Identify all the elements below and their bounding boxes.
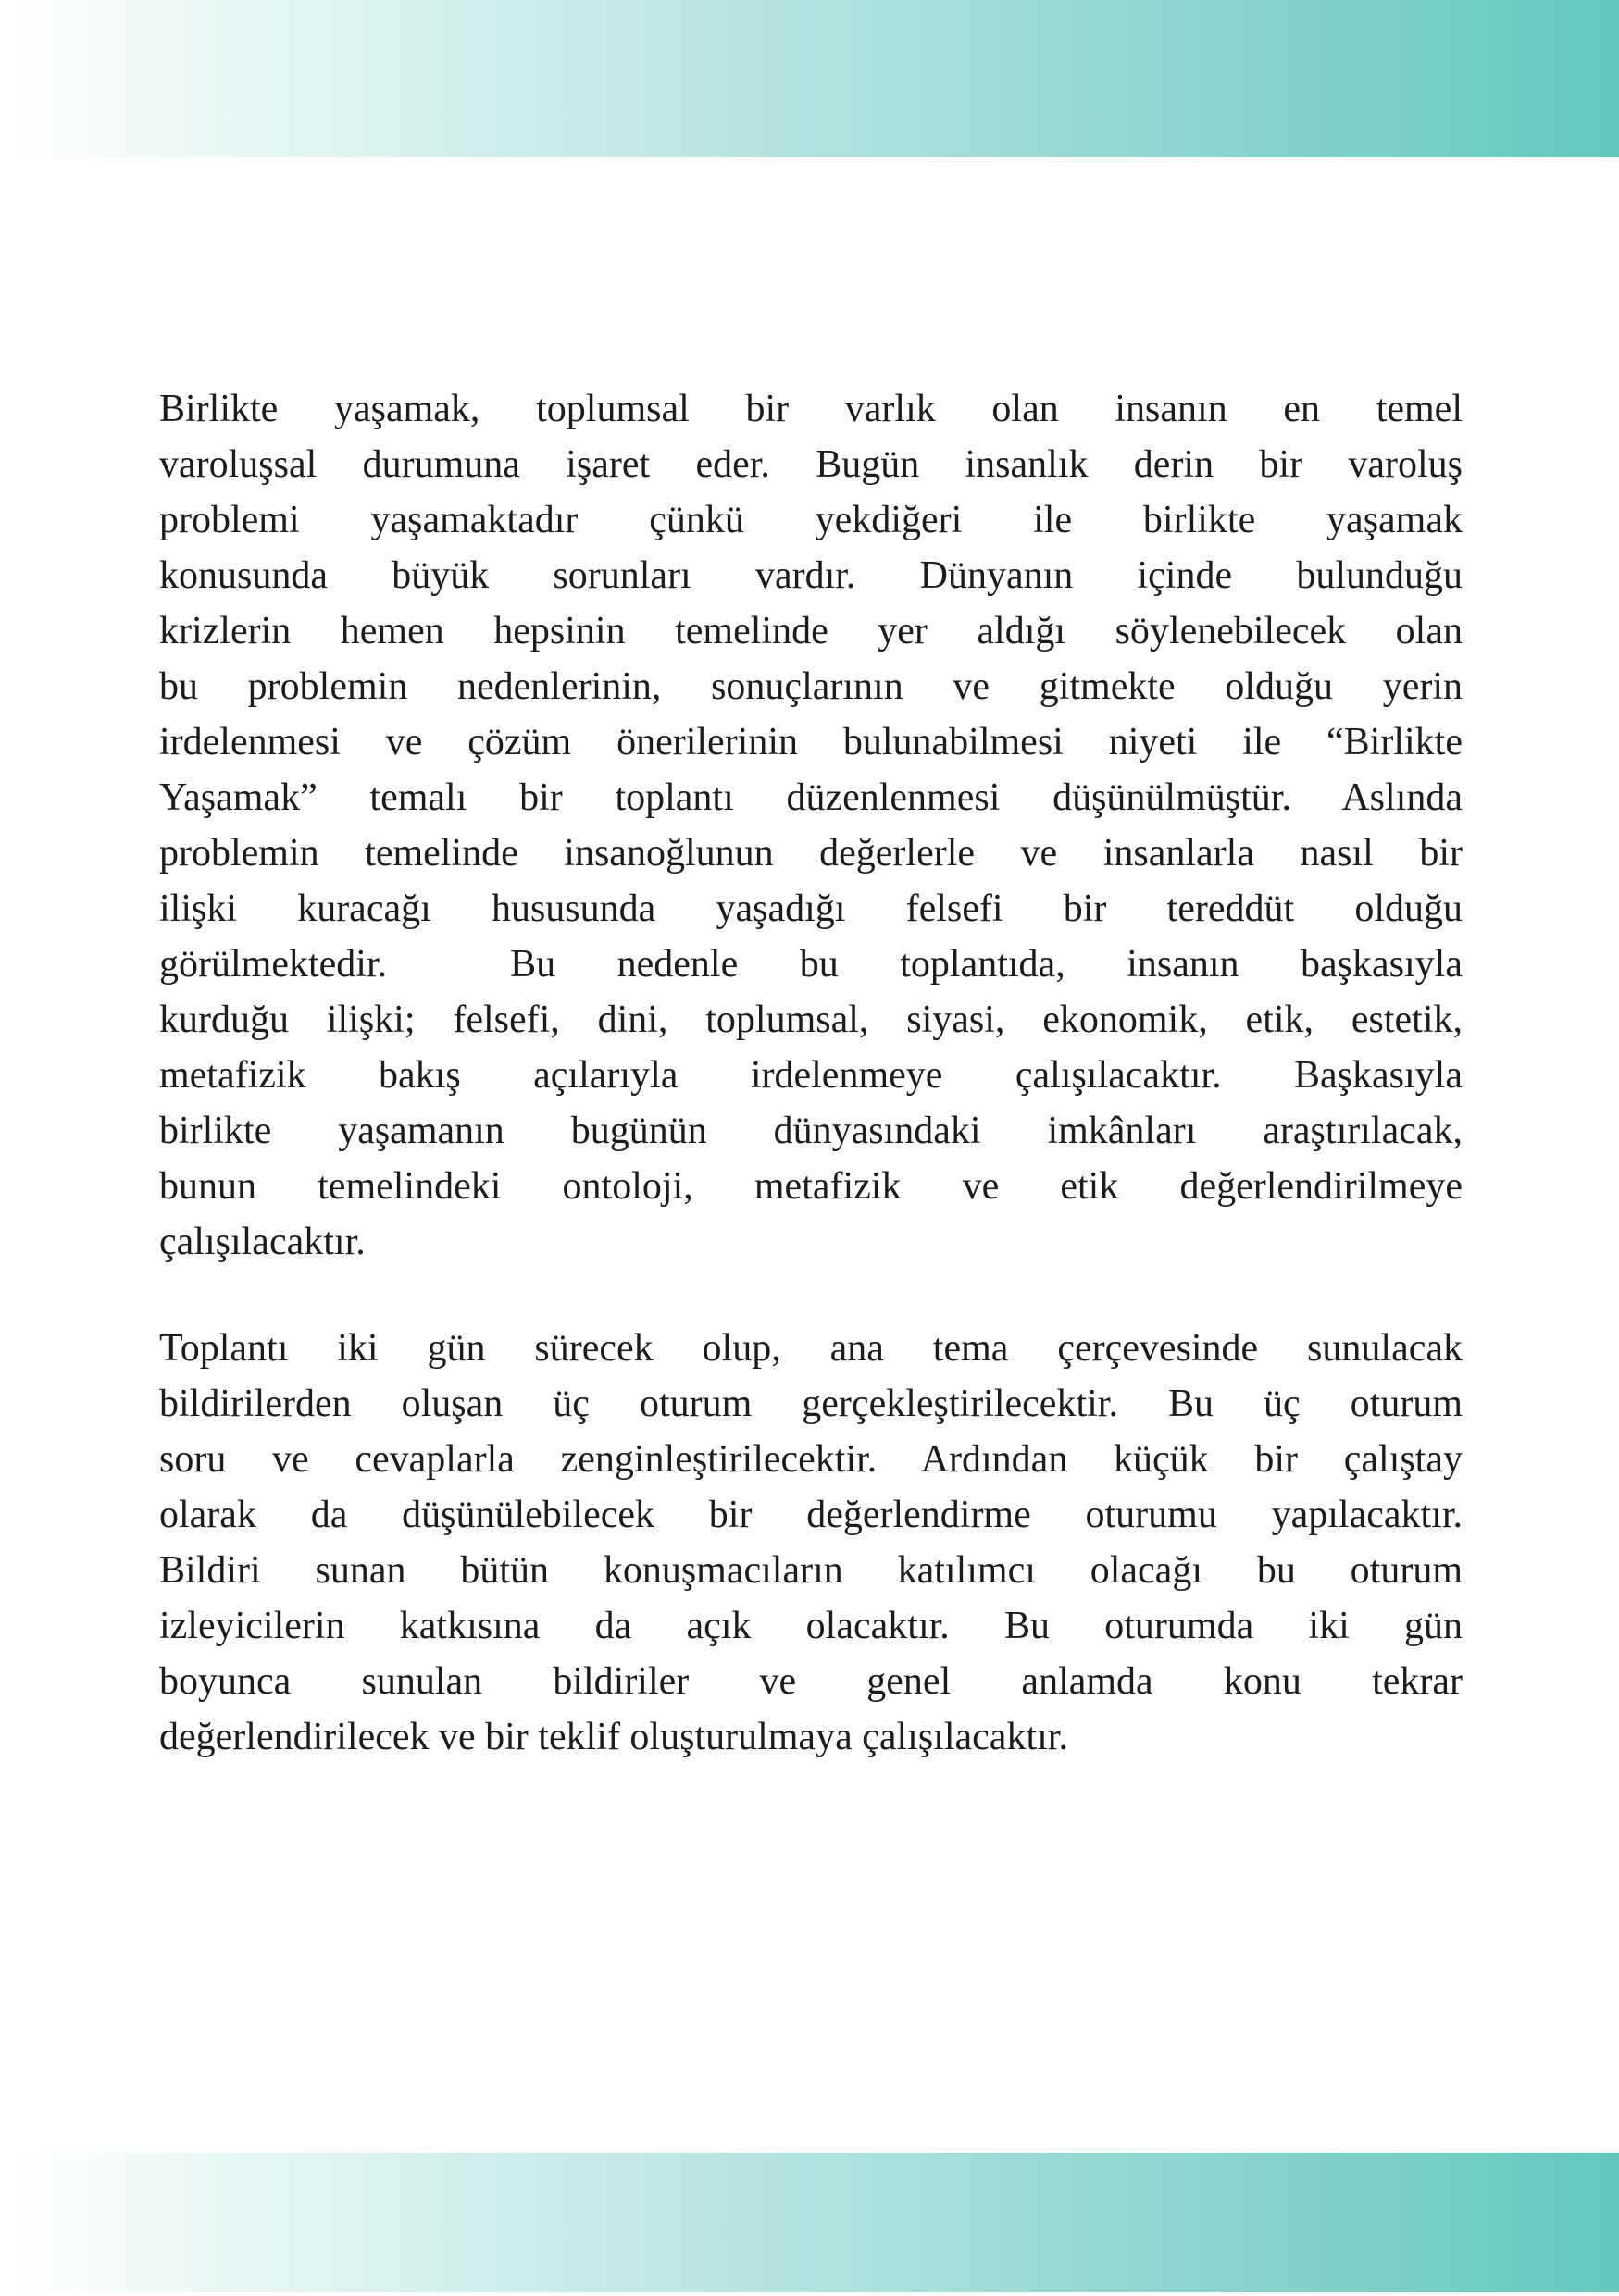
text-line: olarak da düşünülebilecek bir değerlendirme oturumu yapılacaktır. [159, 1494, 1463, 1536]
paragraph-1 [159, 381, 1463, 1270]
text-line: bildirilerden oluşan üç oturum gerçekleştirilecektir. Bu üç oturum [159, 1383, 1463, 1425]
text-line: Bildiri sunan bütün konuşmacıların katılımcı olacağı bu oturum [159, 1549, 1463, 1592]
bottom-gradient-bar [0, 2153, 1619, 2292]
text-line: soru ve cevaplarla zenginleştirilecektir. Ardından küçük bir çalıştay [159, 1438, 1463, 1481]
text-line: kurduğu ilişki; felsefi, dini, toplumsal, siyasi, ekonomik, etik, estetik, [159, 999, 1463, 1041]
text-line: problemin temelinde insanoğlunun değerlerle ve insanlarla nasıl bir [159, 832, 1463, 875]
paragraph-2 [159, 1321, 1463, 1765]
text-line: Birlikte yaşamak, toplumsal bir varlık olan insanın en temel [159, 388, 1463, 430]
text-line: irdelenmesi ve çözüm önerilerinin bulunabilmesi niyeti ile “Birlikte [159, 721, 1463, 763]
text-line: görülmektedir. Bu nedenle bu toplantıda, insanın başkasıyla [159, 943, 1463, 986]
text-line: problemi yaşamaktadır çünkü yekdiğeri ile birlikte yaşamak [159, 499, 1463, 541]
top-gradient-bar [0, 0, 1619, 157]
text-line: konusunda büyük sorunları vardır. Dünyanın içinde bulunduğu [159, 554, 1463, 597]
text-line: izleyicilerin katkısına da açık olacaktır. Bu oturumda iki gün [159, 1605, 1463, 1647]
text-line: çalışılacaktır. [159, 1221, 366, 1263]
text-line: varoluşsal durumuna işaret eder. Bugün insanlık derin bir varoluş [159, 443, 1463, 486]
text-line: birlikte yaşamanın bugünün dünyasındaki imkânları araştırılacak, [159, 1110, 1463, 1152]
text-line: Yaşamak” temalı bir toplantı düzenlenmesi düşünülmüştür. Aslında [159, 776, 1463, 819]
text-line: krizlerin hemen hepsinin temelinde yer aldığı söylenebilecek olan [159, 610, 1463, 652]
text-line: metafizik bakış açılarıyla irdelenmeye çalışılacaktır. Başkasıyla [159, 1054, 1463, 1097]
text-line: Toplantı iki gün sürecek olup, ana tema çerçevesinde sunulacak [159, 1327, 1463, 1370]
text-line: değerlendirilecek ve bir teklif oluşturulmaya çalışılacaktır. [159, 1716, 1068, 1758]
text-line: boyunca sunulan bildiriler ve genel anlamda konu tekrar [159, 1660, 1463, 1703]
body-text [159, 381, 1463, 1765]
text-line: ilişki kuracağı hususunda yaşadığı felsefi bir tereddüt olduğu [159, 887, 1463, 930]
text-line: bunun temelindeki ontoloji, metafizik ve etik değerlendirilmeye [159, 1165, 1463, 1208]
text-line: bu problemin nedenlerinin, sonuçlarının ve gitmekte olduğu yerin [159, 665, 1463, 708]
